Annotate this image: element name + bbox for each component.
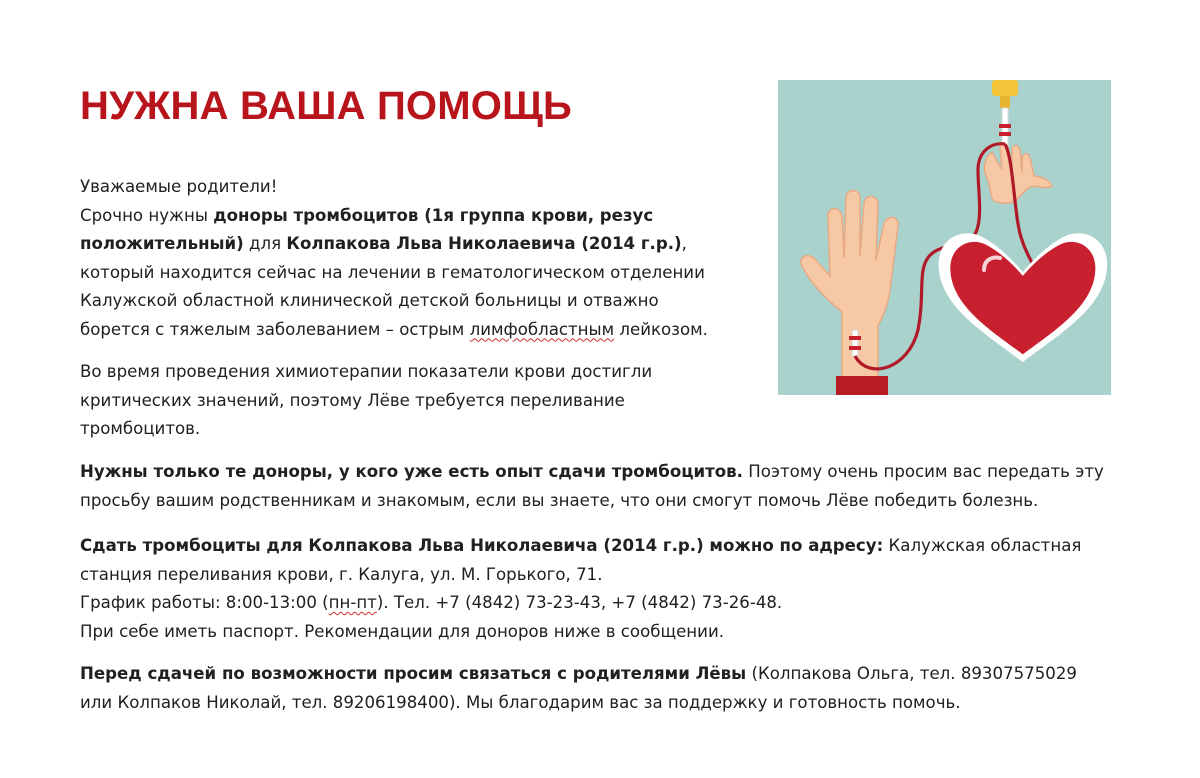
sleeve [836, 376, 888, 395]
text-line: Срочно нужны доноры тромбоцитов (1я группа крови, резус [80, 205, 654, 225]
upper-hand-icon [985, 144, 1052, 204]
text-line: или Колпаков Николай, тел. 89206198400). Мы благодарим вас за поддержку и готовность помочь. [80, 692, 961, 712]
text-line: Во время проведения химиотерапии показатели крови достигли [80, 362, 653, 381]
paragraph-intro [80, 173, 708, 344]
text-line: станция переливания крови, г. Калуга, ул. М. Горького, 71. [80, 564, 603, 584]
text-line: При себе иметь паспорт. Рекомендации для доноров ниже в сообщении. [80, 621, 725, 641]
text-line: критических значений, поэтому Лёве требуется переливание [80, 390, 625, 410]
bold-text: Нужны только те доноры, у кого уже есть опыт сдачи тромбоцитов. [80, 462, 743, 481]
iv-bag-icon [992, 80, 1018, 96]
paragraph-chemo [80, 358, 652, 444]
paragraph-address [80, 532, 1081, 646]
paragraph-contacts [80, 660, 1077, 717]
text-line: Сдать тромбоциты для Колпакова Льва Николаевича (2014 г.р.) можно по адресу: Калужская областная [80, 536, 1082, 555]
spellcheck-word: лимфобластным [469, 319, 615, 339]
bold-text: положительный) [80, 234, 244, 253]
text-line: просьбу вашим родственникам и знакомым, если вы знаете, что они смогут помочь Лёве победить болезнь. [80, 490, 1039, 510]
lower-hand-icon [801, 191, 898, 396]
bold-text: Колпакова Льва Николаевича (2014 г.р.) [286, 234, 682, 253]
page-title: НУЖНА ВАША ПОМОЩЬ [80, 84, 572, 128]
text-line: тромбоцитов. [80, 419, 201, 438]
bold-text: Перед сдачей по возможности просим связаться с родителями Лёвы [80, 664, 747, 683]
text-line: Калужской областной клинической детской больницы и отважно [80, 291, 659, 310]
text-line: положительный) для Колпакова Льва Николаевича (2014 г.р.), [80, 234, 687, 253]
text-line: Уважаемые родители! [80, 177, 278, 196]
text-line: борется с тяжелым заболеванием – острым лимфобластным лейкозом. [80, 319, 708, 339]
blood-donation-illustration [778, 80, 1111, 395]
bold-text: доноры тромбоцитов (1я группа крови, резус [213, 205, 654, 225]
heart-icon [939, 233, 1108, 362]
blood-donation-icon [778, 80, 1111, 395]
bold-text: Сдать тромбоциты для Колпакова Льва Николаевича (2014 г.р.) можно по адресу: [80, 536, 884, 555]
spellcheck-word: пн-пт [328, 593, 377, 612]
paragraph-donors [80, 458, 1104, 515]
text-line: График работы: 8:00-13:00 (пн-пт). Тел. +7 (4842) 73-23-43, +7 (4842) 73-26-48. [80, 593, 783, 612]
text-line: который находится сейчас на лечении в гематологическом отделении [80, 262, 705, 282]
text-line: Нужны только те доноры, у кого уже есть опыт сдачи тромбоцитов. Поэтому очень просим вас передать эту [80, 462, 1104, 481]
text-line: Перед сдачей по возможности просим связаться с родителями Лёвы (Колпакова Ольга, тел. 89307575029 [80, 664, 1077, 683]
